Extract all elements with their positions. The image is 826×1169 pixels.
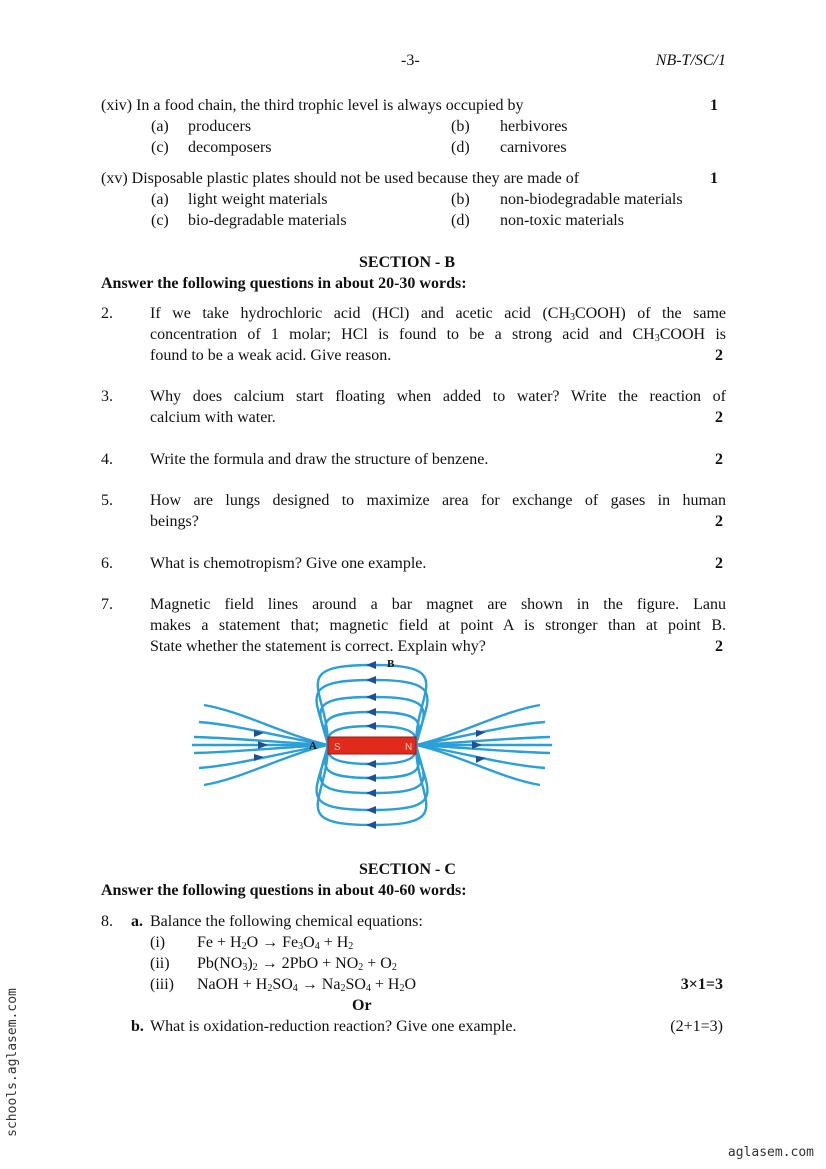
option-text: non-toxic materials: [500, 212, 624, 229]
section-c-instruction: Answer the following questions in about 40-60 words:: [101, 882, 467, 899]
bar-magnet: [328, 737, 416, 754]
question-2-line-2: concentration of 1 molar; HCl is found to be a strong acid and $CH_3COOH$ is: [150, 326, 726, 344]
question-5-number: 5.: [101, 492, 113, 509]
option-label: (b): [451, 191, 470, 208]
page-number: -3-: [401, 52, 420, 69]
magnet-pole-n: N: [405, 742, 413, 753]
magnet-pole-s: S: [334, 742, 341, 753]
arrow-icon: [254, 754, 264, 761]
question-7-line-1: Magnetic field lines around a bar magnet are shown in the figure. Lanu: [150, 596, 726, 613]
question-3-line-2: calcium with water.: [150, 409, 276, 426]
arrow-icon: [366, 722, 376, 730]
arrow-icon: [366, 661, 376, 669]
option-text: producers: [188, 118, 252, 135]
question-5-line-2: beings?: [150, 513, 199, 530]
equation-2-number: (ii): [150, 955, 170, 972]
point-b-label: B: [387, 658, 395, 670]
point-a-label: A: [309, 740, 317, 752]
question-3-number: 3.: [101, 388, 113, 405]
option-label: (b): [451, 118, 470, 135]
option-text: light weight materials: [188, 191, 328, 208]
question-2-marks: 2: [715, 347, 723, 364]
option-label: (a): [151, 191, 169, 208]
question-14-marks: 1: [710, 97, 718, 114]
question-4-marks: 2: [715, 451, 723, 468]
option-text: herbivores: [500, 118, 568, 135]
or-separator: Or: [352, 997, 372, 1014]
equation-3: NaOH + $H_2SO_4 \to Na_2SO_4 + H_2O$: [197, 976, 417, 994]
section-b-title: SECTION - B: [359, 254, 456, 271]
arrow-icon: [366, 821, 376, 829]
option-label: (c): [151, 139, 169, 156]
option-text: decomposers: [188, 139, 272, 156]
question-8-number: 8.: [101, 913, 113, 930]
option-text: non-biodegradable materials: [500, 191, 683, 208]
question-3-line-1: Why does calcium start floating when added to water? Write the reaction of: [150, 388, 726, 405]
arrow-icon: [366, 774, 376, 782]
field-line: [318, 745, 427, 825]
option-label: (a): [151, 118, 169, 135]
question-7-line-3: State whether the statement is correct. Explain why?: [150, 638, 486, 655]
equation-1: $Fe + H_2O \to Fe_3O_4 + H_2$: [197, 934, 354, 952]
option-label: (c): [151, 212, 169, 229]
question-8a-text: Balance the following chemical equations:: [150, 913, 423, 930]
side-watermark: schools.aglasem.com: [4, 988, 20, 1137]
option-text: bio-degradable materials: [188, 212, 347, 229]
arrow-icon: [366, 789, 376, 797]
equation-2: $Pb(NO_3)_2 \to 2PbO + NO_2 + O_2$: [197, 955, 397, 973]
question-4-text: Write the formula and draw the structure of benzene.: [150, 451, 489, 468]
equation-1-number: (i): [150, 934, 166, 951]
question-2-line-3: found to be a weak acid. Give reason.: [150, 347, 392, 364]
paper-code: NB-T/SC/1: [655, 52, 726, 69]
question-7-line-2: makes a statement that; magnetic field at point A is stronger than at point B.: [150, 617, 726, 634]
section-c-title: SECTION - C: [359, 861, 456, 878]
question-15-marks: 1: [710, 170, 718, 187]
question-2-line-1: If we take hydrochloric acid (HCl) and acetic acid $(CH_3COOH)$ of the same: [150, 305, 726, 323]
question-8b-text: What is oxidation-reduction reaction? Give one example.: [150, 1018, 517, 1035]
question-8b-marks: (2+1=3): [670, 1018, 723, 1035]
question-15-stem: (xv) Disposable plastic plates should not be used because they are made of: [101, 170, 580, 187]
question-5-line-1: How are lungs designed to maximize area for exchange of gases in human: [150, 492, 726, 509]
question-7-number: 7.: [101, 596, 113, 613]
question-8a-marks: 3×1=3: [680, 976, 723, 993]
question-8b-label: b.: [131, 1018, 144, 1035]
arrow-icon: [366, 760, 376, 768]
magnetic-field-figure: [0, 655, 826, 855]
question-6-marks: 2: [715, 555, 723, 572]
question-7-marks: 2: [715, 638, 723, 655]
question-14-stem: (xiv) In a food chain, the third trophic level is always occupied by: [101, 97, 524, 114]
question-3-marks: 2: [715, 409, 723, 426]
option-label: (d): [451, 212, 470, 229]
question-2-number: 2.: [101, 305, 113, 322]
question-5-marks: 2: [715, 513, 723, 530]
question-8a-label: a.: [131, 913, 143, 930]
equation-3-number: (iii): [150, 976, 174, 993]
arrow-icon: [366, 708, 376, 716]
option-label: (d): [451, 139, 470, 156]
option-text: carnivores: [500, 139, 567, 156]
section-b-instruction: Answer the following questions in about 20-30 words:: [101, 275, 467, 292]
question-4-number: 4.: [101, 451, 113, 468]
arrow-icon: [366, 676, 376, 684]
question-6-number: 6.: [101, 555, 113, 572]
field-line: [318, 665, 427, 745]
bottom-watermark: aglasem.com: [727, 1145, 814, 1160]
arrow-icon: [366, 693, 376, 701]
question-6-text: What is chemotropism? Give one example.: [150, 555, 427, 572]
arrow-icon: [366, 806, 376, 814]
